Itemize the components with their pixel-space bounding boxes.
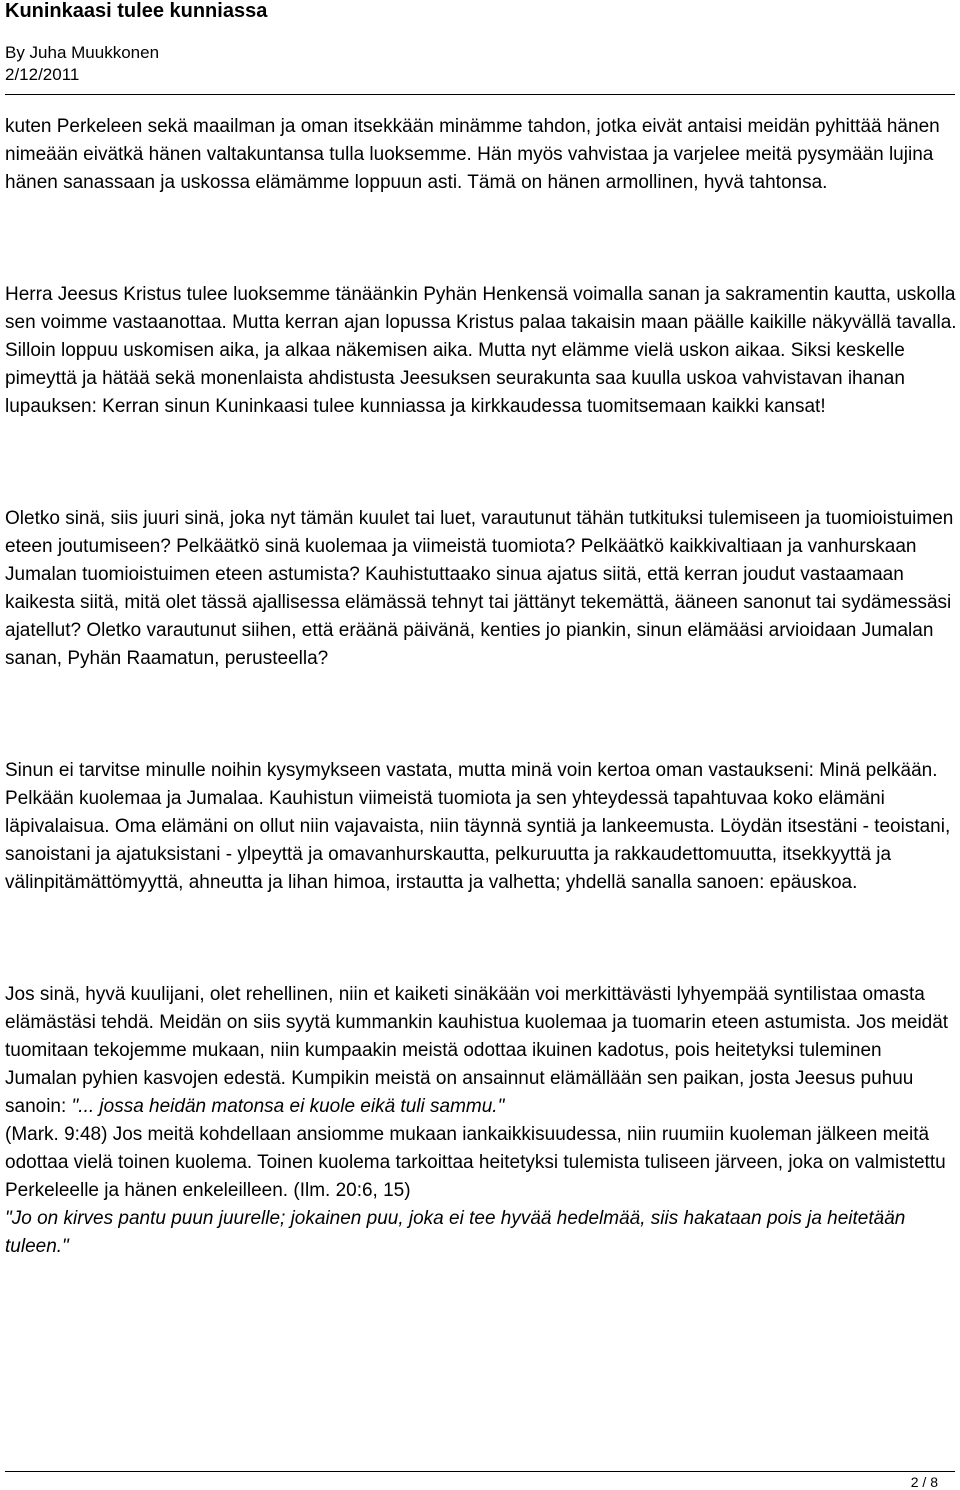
paragraph-5-text: Jos sinä, hyvä kuulijani, olet rehellinen, niin et kaiketi sinäkään voi merkittävästi lyhyempää syntilistaa omasta elämästäsi tehdä. Meidän on siis syytä kummankin kauhistua kuolemaa ja tuomarin eteen astumista. Jos meidät tuomitaan tekojemme mukaan, niin kumpaakin meistä odottaa ikuinen kadotus, pois heitetyksi tuleminen Jumalan pyhien kasvojen edestä. Kumpikin meistä on ansainnut elämällään sen paikan, josta Jeesus puhuu sanoin: [5, 984, 949, 1117]
date-line: 2/12/2011 [5, 65, 80, 84]
paragraph-2: Herra Jeesus Kristus tulee luoksemme tänäänkin Pyhän Henkensä voimalla sanan ja sakramentin kautta, uskolla sen voimme vastaanottaa. Mutta kerran ajan lopussa Kristus palaa takaisin maan päälle kaikille näkyvällä tavalla. Silloin loppuu uskomisen aika, ja alkaa näkemisen aika. Mutta nyt elämme vielä uskon aikaa. Siksi keskelle pimeyttä ja hätää sekä monenlaista ahdistusta Jeesuksen seurakunta saa kuulla uskoa vahvistavan ihanan lupauksen: Kerran sinun Kuninkaasi tulee kunniassa ja kirkkaudessa tuomitsemaan kaikki kansat! [5, 284, 957, 417]
scripture-quote-mark: "... jossa heidän matonsa ei kuole eikä tuli sammu." [71, 1096, 505, 1117]
document-meta [5, 42, 955, 86]
paragraph-1: kuten Perkeleen sekä maailman ja oman itsekkään minämme tahdon, jotka eivät antaisi meidän pyhittää hänen nimeään eivätkä hänen valtakuntansa tulla luoksemme. Hän myös vahvistaa ja varjelee meitä pysymään lujina hänen sanassaan ja uskossa elämämme loppuun asti. Tämä on hänen armollinen, hyvä tahtonsa. [5, 116, 940, 193]
scripture-quote-matthew: "Jo on kirves pantu puun juurelle; jokainen puu, joka ei tee hyvää hedelmää, siis hakataan pois ja heitetään tuleen." [5, 1208, 906, 1257]
paragraph-3: Oletko sinä, siis juuri sinä, joka nyt tämän kuulet tai luet, varautunut tähän tutkituksi tulemiseen ja tuomioistuimen eteen joutumiseen? Pelkäätkö sinä kuolemaa ja viimeistä tuomiota? Pelkäätkö kaikkivaltiaan ja vanhurskaan Jumalan tuomioistuimen eteen astumista? Kauhistuttaako sinua ajatus siitä, että kerran joudut vastaamaan kaikesta siitä, mitä olet tässä ajallisessa elämässä tehnyt tai jättänyt tekemättä, ääneen sanonut tai sydämessäsi ajatellut? Oletko varautunut siihen, että eräänä päivänä, kenties jo piankin, sinun elämääsi arvioidaan Jumalan sanan, Pyhän Raamatun, perusteella? [5, 508, 954, 669]
header-rule [5, 94, 955, 95]
page-number: 2 / 8 [910, 1474, 938, 1490]
paragraph-5 [5, 981, 957, 1261]
footer-rule [5, 1471, 955, 1472]
document-body [5, 113, 957, 1261]
document-title: Kuninkaasi tulee kunniassa [5, 0, 268, 22]
document-header [5, 0, 955, 86]
paragraph-4: Sinun ei tarvitse minulle noihin kysymykseen vastata, mutta minä voin kertoa oman vastaukseni: Minä pelkään. Pelkään kuolemaa ja Jumalaa. Kauhistun viimeistä tuomiota ja sen yhteydessä tapahtuvaa koko elämäni läpivalaisua. Oma elämäni on ollut niin vajavaista, niin täynnä syntiä ja lankeemusta. Löydän itsestäni - teoistani, sanoistani ja ajatuksistani - ylpeyttä ja omavanhurskautta, pelkuruutta ja rakkaudettomuutta, itsekkyyttä ja välinpitämättömyyttä, ahneutta ja lihan himoa, irstautta ja valhetta; yhdellä sanalla sanoen: epäuskoa. [5, 760, 951, 893]
author-line: By Juha Muukkonen [5, 43, 160, 62]
paragraph-5-reference: (Mark. 9:48) Jos meitä kohdellaan ansiomme mukaan iankaikkisuudessa, niin ruumiin kuoleman jälkeen meitä odottaa vielä toinen kuolema. Toinen kuolema tarkoittaa heitetyksi tulemista tuliseen järveen, joka on valmistettu Perkeleelle ja hänen enkeleilleen. (Ilm. 20:6, 15) [5, 1124, 946, 1201]
